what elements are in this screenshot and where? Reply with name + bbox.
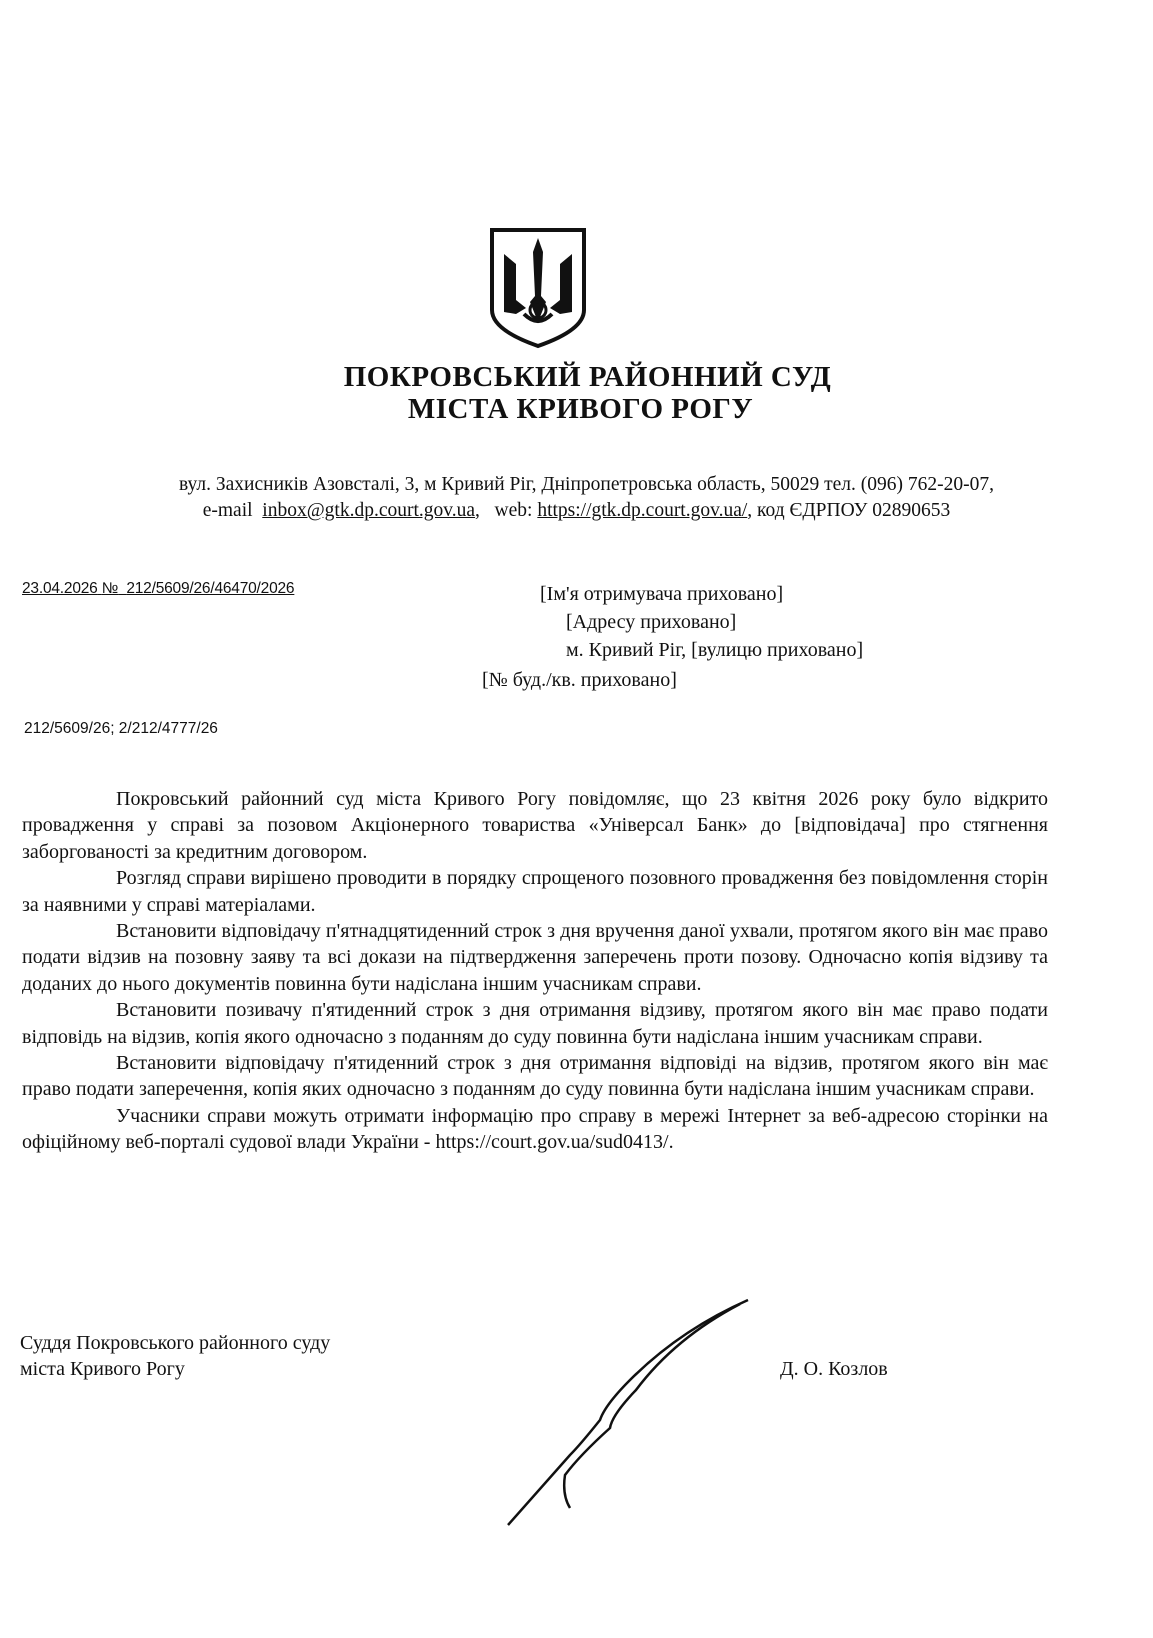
case-reference: 212/5609/26; 2/212/4777/26 [24, 720, 218, 737]
court-address: вул. Захисників Азовсталі, 3, м Кривий Ріг, Дніпропетровська область, 50029 тел. (096) 762-20-07, [178, 474, 995, 495]
court-contacts: e-mail inbox@gtk.dp.court.gov.ua, web: https://gtk.dp.court.gov.ua/, код ЄДРПОУ 02890653 [202, 500, 951, 521]
outgoing-reg-number: 212/5609/26/46470/2026 [126, 580, 295, 597]
court-name-line1: ПОКРОВСЬКИЙ РАЙОННИЙ СУД [343, 361, 832, 393]
paragraph: Встановити відповідачу п'ятиденний строк з дня отримання відповіді на відзив, протягом якого він має право подати заперечення, копія яких одночасно з поданням до суду повинна бути надіслана іншим учасникам справи. [22, 1052, 1048, 1101]
recipient-name: [Ім'я отримувача приховано] [540, 583, 784, 605]
paragraph: Учасники справи можуть отримати інформацію про справу в мережі Інтернет за веб-адресою сторінки на офіційному веб-порталі судової влади України - https://court.gov.ua/sud0413/. [22, 1104, 1048, 1154]
edrpou-code: код ЄДРПОУ 02890653 [757, 500, 951, 521]
judge-name: Д. О. Козлов [780, 1358, 888, 1380]
outgoing-date: 23.04.2026 [22, 580, 98, 597]
judge-title-line1: Суддя Покровського районного суду [20, 1332, 331, 1354]
paragraph: Встановити відповідачу п'ятнадцятиденний строк з дня вручення даної ухвали, протягом якого він має право подати відзив на позовну заяву та всі докази на підтвердження заперечень проти позову. Одночасно копія відзиву та доданих до нього документів повинна бути надіслана іншим учасникам справи. [22, 920, 1048, 995]
notice-body [22, 786, 1048, 1156]
number-sign: № [101, 580, 119, 597]
email-label: e-mail [202, 500, 253, 521]
outgoing-number [22, 580, 294, 598]
ukraine-coat-of-arms-icon [486, 226, 590, 350]
paragraph: Розгляд справи вирішено проводити в порядку спрощеного позовного провадження без повідомлення сторін за наявними у справі матеріалами. [22, 867, 1048, 916]
paragraph: Встановити позивачу п'ятиденний строк з дня отримання відзиву, протягом якого він має право подати відповідь на відзив, копія якого одночасно з поданням до суду повинна бути надіслана іншим учасникам справи. [22, 999, 1048, 1048]
handwritten-signature-icon [440, 1230, 760, 1530]
web-link[interactable]: https://gtk.dp.court.gov.ua/ [537, 500, 748, 521]
recipient-address-line3: [№ буд./кв. приховано] [482, 669, 677, 691]
web-label: web: [494, 500, 533, 521]
court-name-line2: МІСТА КРИВОГО РОГУ [407, 393, 754, 425]
judge-title-line2: міста Кривого Рогу [20, 1358, 185, 1380]
email-link[interactable]: inbox@gtk.dp.court.gov.ua [262, 500, 476, 521]
recipient-address-line1: [Адресу приховано] [566, 611, 737, 633]
recipient-address-line2: м. Кривий Ріг, [вулицю приховано] [566, 639, 864, 661]
judge-title [20, 1330, 330, 1382]
paragraph: Покровський районний суд міста Кривого Рогу повідомляє, що 23 квітня 2026 року було відкрито провадження у справі за позовом Акціонерного товариства «Універсал Банк» до [відповідача] про стягнення заборгованості за кредитним договором. [22, 788, 1048, 863]
